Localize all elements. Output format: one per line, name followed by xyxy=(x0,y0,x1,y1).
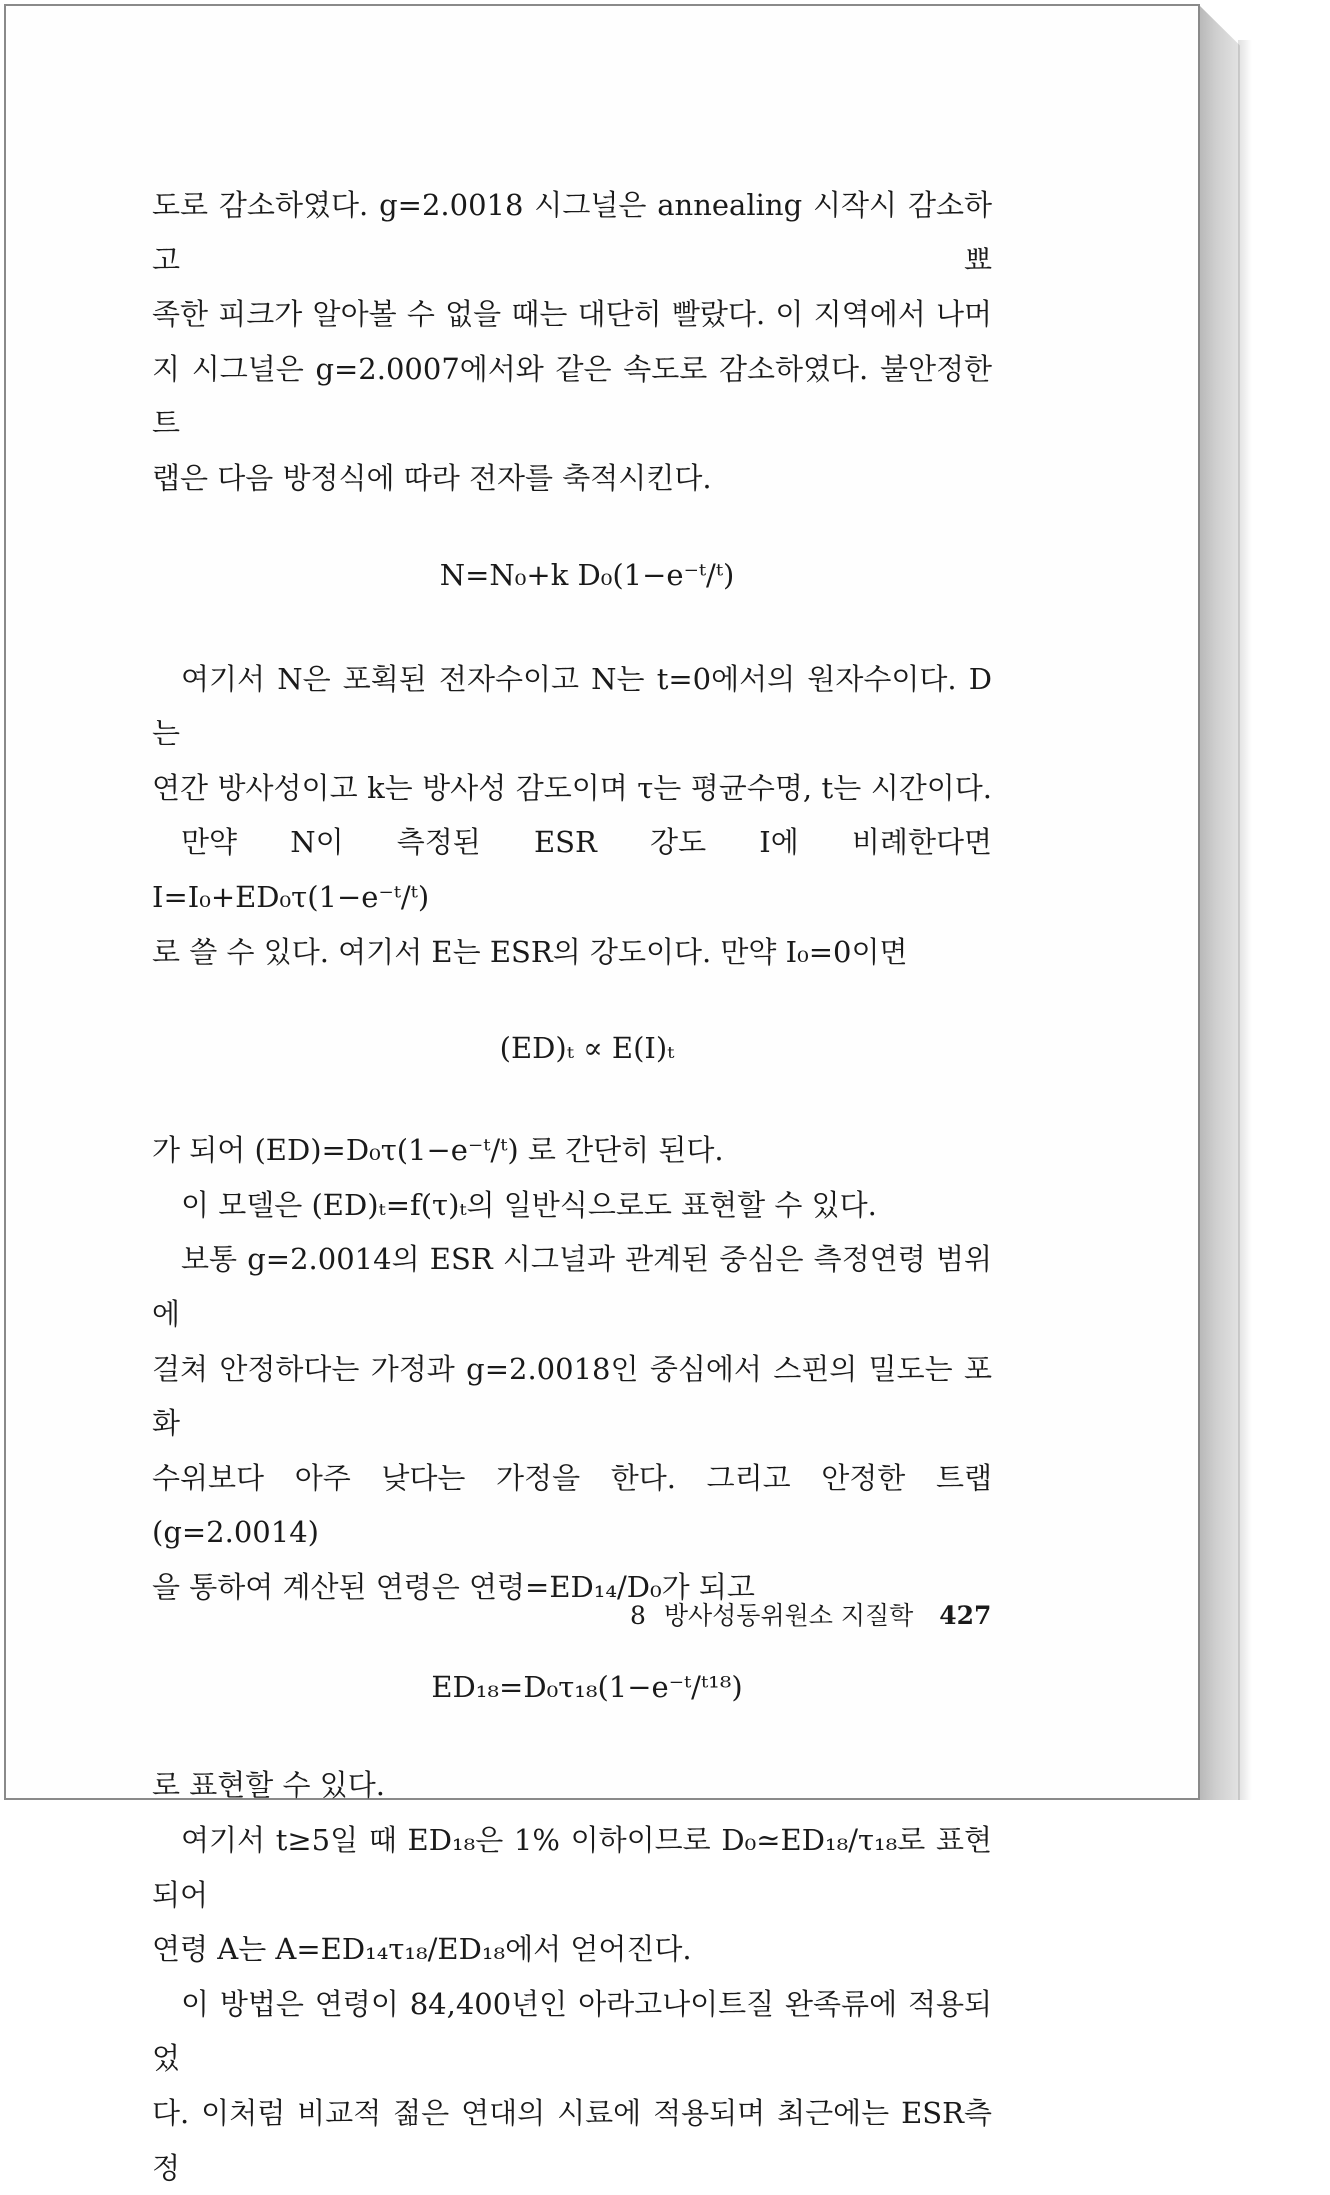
body-line: 로 쓸 수 있다. 여기서 E는 ESR의 강도이다. 만약 I₀=0이면 xyxy=(152,934,908,969)
page-body xyxy=(152,178,992,2195)
page-number: 427 xyxy=(939,1601,992,1630)
body-line: 랩은 다음 방정식에 따라 전자를 축적시킨다. xyxy=(152,460,712,495)
equation-trap-accumulation: N=N₀+k D₀(1−e⁻ᵗ/ᵗ) xyxy=(439,557,735,592)
body-line: 로 표현할 수 있다. xyxy=(152,1768,385,1803)
body-line: 족한 피크가 알아볼 수 없을 때는 대단히 빨랐다. 이 지역에서 나머 xyxy=(152,297,992,332)
body-line: 걸쳐 안정하다는 가정과 g=2.0018인 중심에서 스핀의 밀도는 포화 xyxy=(152,1351,992,1441)
chapter-title: 방사성동위원소 지질학 xyxy=(663,1601,914,1630)
body-line: 수위보다 아주 낮다는 가정을 한다. 그리고 안정한 트랩(g=2.0014) xyxy=(152,1460,992,1550)
equation-ed18: ED₁₈=D₀τ₁₈(1−e⁻ᵗ/ᵗ¹⁸) xyxy=(431,1670,743,1705)
body-line: 보통 g=2.0014의 ESR 시그널과 관계된 중심은 측정연령 범위에 xyxy=(152,1242,992,1331)
equation-proportionality: (ED)ₜ ∝ E(I)ₜ xyxy=(499,1031,675,1066)
book-page xyxy=(4,4,1200,2185)
page-edge-shadow xyxy=(1238,40,1252,1800)
running-footer xyxy=(630,1596,1001,1632)
body-line: 이 모델은 (ED)ₜ=f(τ)ₜ의 일반식으로도 표현할 수 있다. xyxy=(181,1187,877,1222)
page-edge-shading xyxy=(1200,6,1240,1800)
body-line: 여기서 N은 포획된 전자수이고 N는 t=0에서의 원자수이다. D는 xyxy=(152,661,992,751)
body-line: 가 되어 (ED)=D₀τ(1−e⁻ᵗ/ᵗ) 로 간단히 된다. xyxy=(152,1133,724,1168)
body-line: 연령 A는 A=ED₁₄τ₁₈/ED₁₈에서 얻어진다. xyxy=(152,1932,692,1967)
body-line: 지 시그널은 g=2.0007에서와 같은 속도로 감소하였다. 불안정한 트 xyxy=(152,351,992,441)
body-line: 다. 이처럼 비교적 젊은 연대의 시료에 적용되며 최근에는 ESR측정 xyxy=(152,2096,992,2185)
body-line: 을 통하여 계산된 연령은 연령=ED₁₄/D₀가 되고 xyxy=(152,1569,755,1604)
body-line: 만약 N이 측정된 ESR 강도 I에 비례한다면 I=I₀+ED₀τ(1−e⁻ᵗ/ᵗ) xyxy=(152,825,992,914)
body-line: 이 방법은 연령이 84,400년인 아라고나이트질 완족류에 적용되었 xyxy=(152,1986,992,2076)
body-line: 도로 감소하였다. g=2.0018 시그널은 annealing 시작시 감소하고 뾰 xyxy=(152,188,992,277)
chapter-number: 8 xyxy=(630,1601,646,1630)
body-line: 연간 방사성이고 k는 방사성 감도이며 τ는 평균수명, t는 시간이다. xyxy=(152,770,992,805)
body-line: 여기서 t≥5일 때 ED₁₈은 1% 이하이므로 D₀≃ED₁₈/τ₁₈로 표현되어 xyxy=(152,1823,992,1912)
